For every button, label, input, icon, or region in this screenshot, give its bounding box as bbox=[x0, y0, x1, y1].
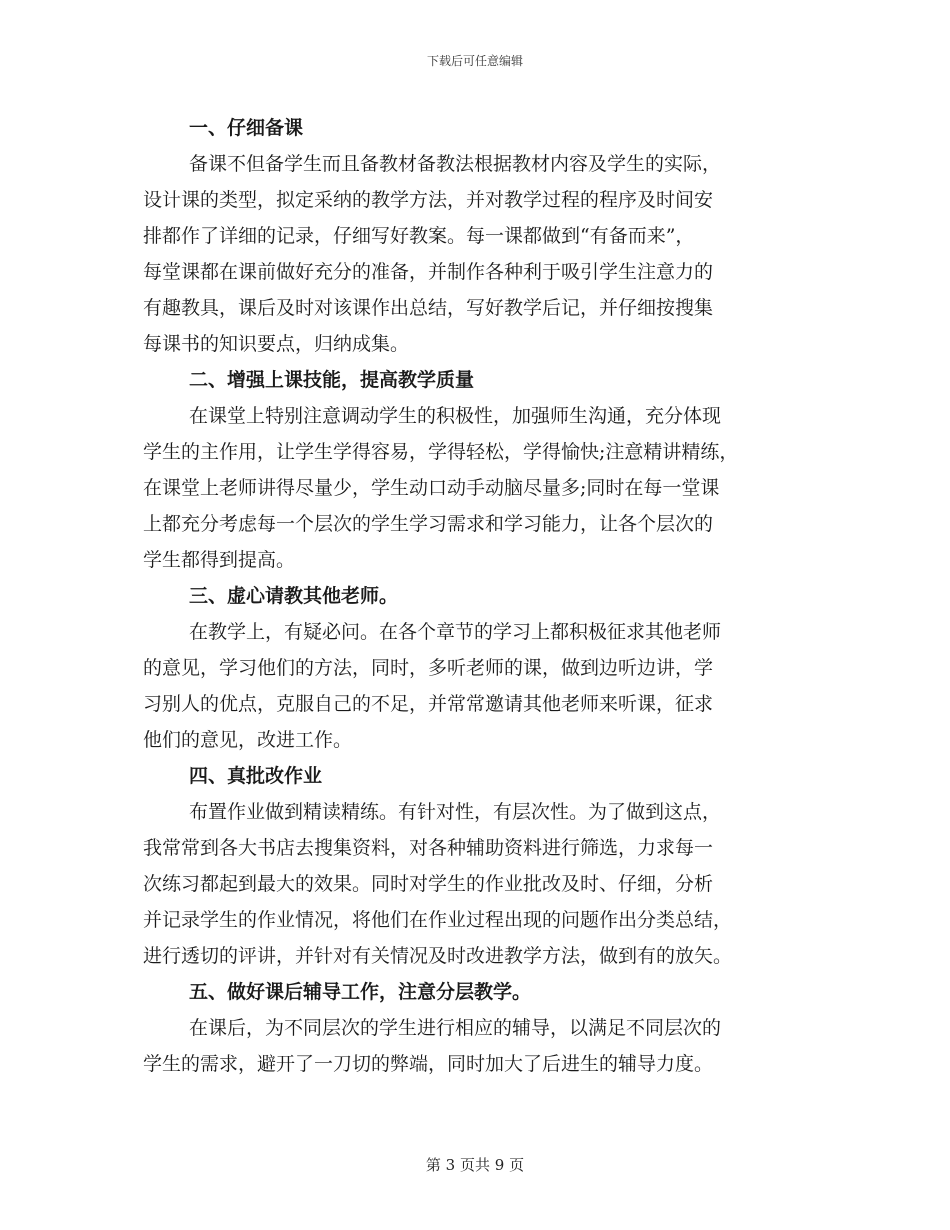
section-5 bbox=[143, 974, 823, 1082]
paragraph-line: 备课不但备学生而且备教材备教法根据教材内容及学生的实际， bbox=[189, 153, 722, 175]
paragraph-line: 排都作了详细的记录，仔细写好教案。每一课都做到“有备而来”， bbox=[143, 225, 695, 247]
paragraph-line: 上都充分考虑每一个层次的学生学习需求和学习能力，让各个层次的 bbox=[143, 513, 714, 535]
paragraph-line: 布置作业做到精读精练。有针对性，有层次性。为了做到这点， bbox=[189, 801, 722, 823]
paragraph-line: 设计课的类型，拟定采纳的教学方法，并对教学过程的程序及时间安 bbox=[143, 189, 714, 211]
paragraph-line: 并记录学生的作业情况，将他们在作业过程出现的问题作出分类总结， bbox=[143, 909, 733, 931]
paragraph-line: 我常常到各大书店去搜集资料，对各种辅助资料进行筛选，力求每一 bbox=[143, 837, 714, 859]
paragraph-line: 有趣教具，课后及时对该课作出总结，写好教学后记，并仔细按搜集 bbox=[143, 297, 714, 319]
section-3 bbox=[143, 578, 823, 758]
section-paragraph bbox=[143, 1010, 823, 1082]
paragraph-line: 在课堂上特别注意调动学生的积极性，加强师生沟通，充分体现 bbox=[189, 405, 722, 427]
section-4 bbox=[143, 758, 823, 974]
paragraph-line: 学生的主作用，让学生学得容易，学得轻松，学得愉快;注意精讲精练， bbox=[143, 441, 739, 463]
paragraph-line: 学生的需求，避开了一刀切的弊端，同时加大了后进生的辅导力度。 bbox=[143, 1053, 714, 1075]
document-body bbox=[143, 110, 823, 1082]
paragraph-line: 在课后，为不同层次的学生进行相应的辅导，以满足不同层次的 bbox=[189, 1017, 722, 1039]
paragraph-line: 他们的意见，改进工作。 bbox=[143, 729, 353, 751]
section-paragraph bbox=[143, 398, 823, 578]
paragraph-line: 的意见，学习他们的方法，同时，多听老师的课，做到边听边讲，学 bbox=[143, 657, 714, 679]
section-paragraph bbox=[143, 614, 823, 758]
paragraph-line: 学生都得到提高。 bbox=[143, 549, 296, 571]
section-heading: 一、仔细备课 bbox=[189, 117, 304, 139]
paragraph-line: 在课堂上老师讲得尽量少，学生动口动手动脑尽量多;同时在每一堂课 bbox=[143, 477, 720, 499]
section-heading: 五、做好课后辅导工作，注意分层教学。 bbox=[189, 981, 532, 1003]
paragraph-line: 在教学上，有疑必问。在各个章节的学习上都积极征求其他老师 bbox=[189, 621, 722, 643]
section-heading: 二、增强上课技能，提高教学质量 bbox=[189, 369, 475, 391]
section-paragraph bbox=[143, 794, 823, 974]
section-paragraph bbox=[143, 146, 823, 362]
section-heading: 四、真批改作业 bbox=[189, 765, 323, 787]
page-number-footer: 第 3 页共 9 页 bbox=[425, 1156, 525, 1174]
paragraph-line: 次练习都起到最大的效果。同时对学生的作业批改及时、仔细，分析 bbox=[143, 873, 714, 895]
section-1 bbox=[143, 110, 823, 362]
paragraph-line: 每堂课都在课前做好充分的准备，并制作各种利于吸引学生注意力的 bbox=[143, 261, 714, 283]
page-header: 下载后可任意编辑 bbox=[426, 54, 523, 68]
paragraph-line: 进行透切的评讲，并针对有关情况及时改进教学方法，做到有的放矢。 bbox=[143, 945, 733, 967]
section-heading: 三、虚心请教其他老师。 bbox=[189, 585, 399, 607]
section-2 bbox=[143, 362, 823, 578]
paragraph-line: 习别人的优点，克服自己的不足，并常常邀请其他老师来听课，征求 bbox=[143, 693, 714, 715]
paragraph-line: 每课书的知识要点，归纳成集。 bbox=[143, 333, 410, 355]
